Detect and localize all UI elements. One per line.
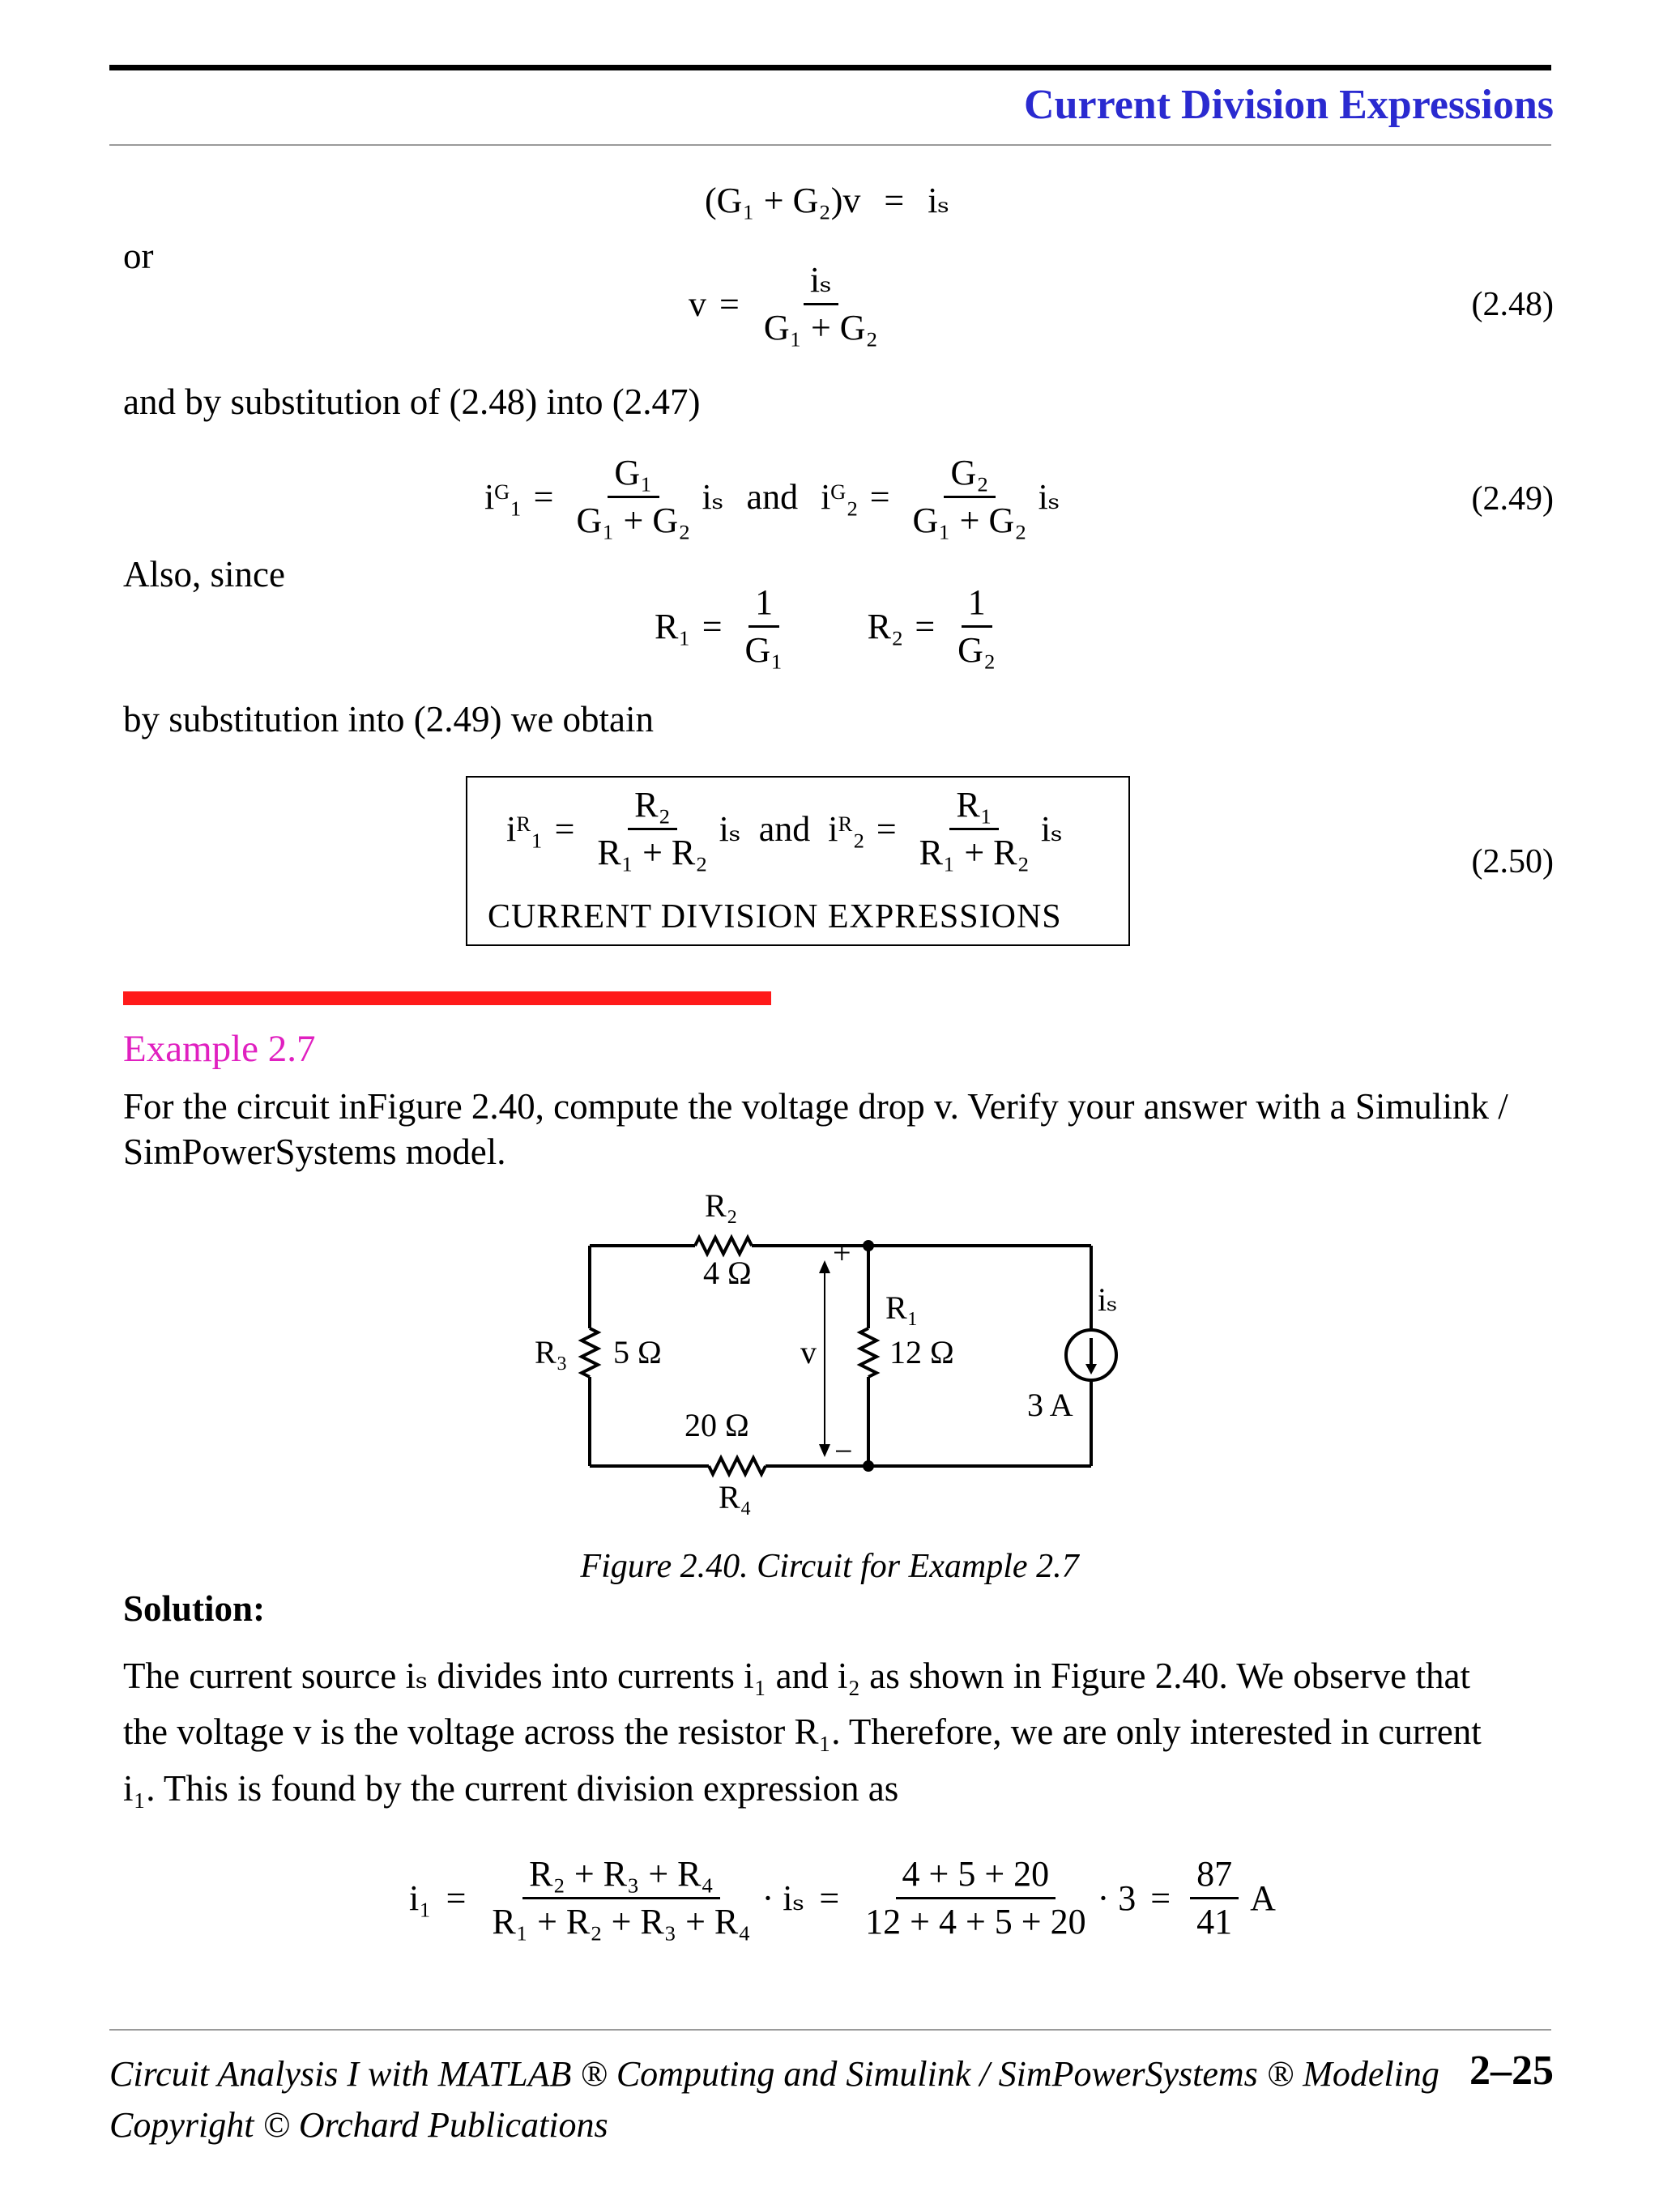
final-eq-fraction2 (859, 1855, 1092, 1942)
header-title: Current Division Expressions (1024, 82, 1554, 128)
solution-heading: Solution: (123, 1588, 266, 1629)
eq-r2-num: 1 (962, 583, 992, 628)
eq249-equals1: = (533, 477, 554, 518)
eq248-denominator: G₁ + G₂ (763, 308, 878, 348)
node-top (863, 1240, 874, 1251)
equation-number-2-48: (2.48) (1471, 286, 1554, 323)
eq-r1-den: G₁ (744, 630, 783, 671)
current-division-label: CURRENT DIVISION EXPRESSIONS (488, 898, 1062, 936)
eq248-equals: = (719, 284, 740, 325)
eq250-equals2: = (876, 809, 897, 850)
label-r3-value: 5 Ω (613, 1334, 662, 1370)
line-obtain: by substitution into (2.49) we obtain (123, 699, 654, 739)
line-substitution: and by substitution of (2.48) into (2.47) (123, 381, 701, 422)
example-title: Example 2.7 (123, 1028, 316, 1070)
eq-r2-equals: = (915, 607, 936, 647)
eq249-den1: G₁ + G₂ (576, 501, 691, 541)
label-r4-value: 20 Ω (684, 1407, 749, 1443)
eq248-numerator: iₛ (804, 261, 838, 305)
eq250-tail2: iₛ (1040, 809, 1063, 850)
equation-number-2-50: (2.50) (1471, 843, 1554, 880)
eq249-den2: G₁ + G₂ (912, 501, 1027, 541)
eq249-tail1: iₛ (702, 477, 724, 518)
final-eq-fraction3 (1190, 1855, 1239, 1942)
label-r3-name: R₃ (535, 1334, 568, 1370)
voltage-arrow-head-bottom (819, 1444, 830, 1457)
eq249-lhs1: iᴳ₁ (484, 477, 522, 518)
final-eq-num1: R₂ + R₃ + R₄ (522, 1855, 720, 1899)
page-number: 2–25 (1469, 2048, 1554, 2094)
figure-caption: Figure 2.40. Circuit for Example 2.7 (580, 1548, 1079, 1585)
final-eq-mult1: · iₛ (761, 1878, 805, 1919)
footer-line1: Circuit Analysis I with MATLAB ® Computing and Simulink / SimPowerSystems ® Modeling (109, 2054, 1439, 2094)
label-r4-name: R₄ (719, 1479, 752, 1515)
eq248-lhs: v (689, 284, 706, 325)
final-eq-mult2: · 3 (1097, 1878, 1137, 1919)
final-eq-num2: 4 + 5 + 20 (896, 1855, 1056, 1899)
final-eq-equals3: = (1150, 1878, 1171, 1919)
final-eq-den1: R₁ + R₂ + R₃ + R₄ (492, 1902, 751, 1942)
label-r2-name: R₂ (705, 1187, 738, 1224)
eq249-lhs2: iᴳ₂ (821, 477, 859, 518)
eq250-den2: R₁ + R₂ (919, 833, 1030, 873)
eq249-and: and (746, 477, 799, 518)
example-text-line2: SimPowerSystems model. (123, 1132, 506, 1172)
eq249-tail2: iₛ (1038, 477, 1060, 518)
eq-pre-rhs: iₛ (928, 181, 950, 220)
resistor-r4-zigzag (709, 1458, 766, 1474)
final-eq-num3: 87 (1190, 1855, 1239, 1899)
eq-r1-equals: = (702, 607, 723, 647)
final-eq-equals1: = (446, 1878, 467, 1919)
eq-r2-lhs: R₂ (867, 607, 904, 647)
label-source-value: 3 A (1027, 1387, 1073, 1423)
eq249-num2: G₂ (944, 454, 995, 498)
eq250-equals1: = (554, 809, 575, 850)
label-r2-value: 4 Ω (703, 1255, 752, 1291)
eq250-num1: R₂ (628, 786, 677, 830)
footer-rule (109, 2029, 1551, 2031)
label-r1-name: R₁ (885, 1289, 919, 1326)
label-minus: − (834, 1433, 853, 1469)
eq-pre-equals: = (884, 181, 905, 220)
eq-r1-num: 1 (748, 583, 779, 628)
equation-number-2-49: (2.49) (1471, 480, 1554, 518)
final-eq-den3: 41 (1196, 1902, 1233, 1942)
line-also-since: Also, since (123, 554, 285, 595)
resistor-r1-zigzag (860, 1328, 876, 1377)
label-plus: + (833, 1234, 851, 1271)
resistor-r3-zigzag (582, 1328, 598, 1377)
solution-line3: i₁. This is found by the current division expression as (123, 1768, 899, 1809)
final-eq-fraction1 (485, 1855, 757, 1942)
solution-line2: the voltage v is the voltage across the resistor R₁. Therefore, we are only interested in current (123, 1711, 1482, 1752)
eq-pre-lhs: (G₁ + G₂)v (705, 181, 861, 220)
voltage-arrow-head-top (819, 1260, 830, 1273)
final-equation (409, 1855, 1276, 1942)
eq250-and: and (758, 809, 811, 850)
label-voltage-v: v (800, 1334, 817, 1370)
label-source-name: iₛ (1098, 1281, 1118, 1318)
example-text-line1: For the circuit inFigure 2.40, compute the voltage drop v. Verify your answer with a Simulink / (123, 1086, 1508, 1127)
footer-line2: Copyright © Orchard Publications (109, 2105, 608, 2145)
word-or: or (123, 236, 154, 276)
solution-line1: The current source iₛ divides into currents i₁ and i₂ as shown in Figure 2.40. We observe that (123, 1656, 1470, 1696)
eq249-equals2: = (869, 477, 890, 518)
eq250-tail1: iₛ (719, 809, 741, 850)
final-eq-den2: 12 + 4 + 5 + 20 (865, 1902, 1086, 1942)
eq-r2-den: G₂ (957, 630, 996, 671)
eq250-lhs2: iᴿ₂ (828, 809, 865, 850)
eq-r1-lhs: R₁ (655, 607, 691, 647)
final-eq-lhs: i₁ (409, 1878, 432, 1919)
current-source-arrow-head (1085, 1364, 1097, 1375)
resistor-r2-zigzag (695, 1238, 752, 1254)
eq249-num1: G₁ (608, 454, 659, 498)
eq250-num2: R₁ (949, 786, 999, 830)
final-eq-equals2: = (819, 1878, 840, 1919)
final-eq-unit: A (1250, 1878, 1276, 1919)
node-bottom (863, 1460, 874, 1472)
eq250-lhs1: iᴿ₁ (506, 809, 544, 850)
eq250-den1: R₁ + R₂ (597, 833, 708, 873)
label-r1-value: 12 Ω (889, 1334, 954, 1370)
